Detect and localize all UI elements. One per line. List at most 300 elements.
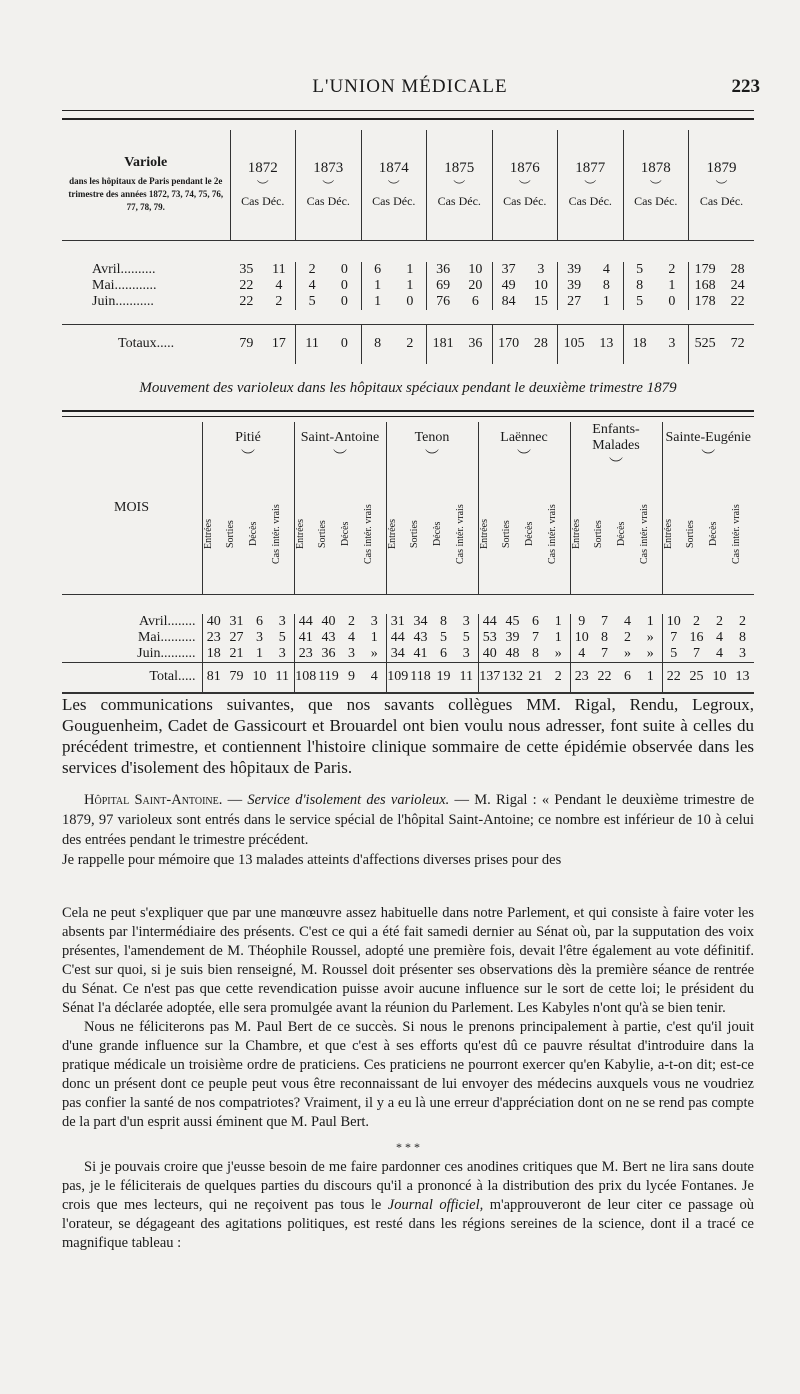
- table-cell: 5: [636, 294, 644, 309]
- paragraph-3-end: m'approuveront de leur citer ce passage où l'orateur, se dégageant des agitations politiques, est resté dans les régions sereines de la science, dont il a tracé ce magnifique tableau :: [62, 1197, 755, 1251]
- table-cell: 109: [386, 663, 409, 693]
- table-cell: 8: [601, 630, 608, 645]
- hospital-header-row: [62, 422, 754, 474]
- table-cell: [202, 594, 754, 614]
- table-cell: 5: [455, 630, 478, 646]
- cell-text: Sorties: [685, 519, 696, 548]
- table-cell: 2: [263, 294, 296, 310]
- table-cell: 2: [308, 262, 316, 277]
- table-cell: 40: [321, 614, 336, 629]
- intro-paragraph: Les communications suivantes, que nos savants collègues MM. Rigal, Rendu, Legroux, Gouguenheim, Cadet de Gassicourt et Brouardel ont bien voulu nous adresser, font suite à celles du précédent trimestre, et contiennent l'histoire clinique sommaire de cette épidémie observée dans les services d'isolement des hôpitaux de Paris.: [62, 695, 754, 777]
- variole-table: [62, 130, 754, 364]
- cell-text: Déc.: [524, 194, 547, 209]
- table-cell: [708, 474, 731, 594]
- cell-text: Sorties: [409, 519, 420, 548]
- cell-text: ︶: [333, 450, 347, 465]
- mouvement-row: [62, 646, 754, 663]
- variole-heading: Variole: [124, 155, 168, 171]
- table-cell: 10: [574, 630, 589, 645]
- page-number: 223: [731, 76, 760, 97]
- table-cell: 22: [662, 663, 685, 693]
- cell-text: ︶: [517, 450, 531, 465]
- table-cell: 35: [239, 262, 254, 277]
- table-cell: »: [547, 646, 570, 663]
- cell-text: Sorties: [225, 519, 236, 548]
- table-cell: 18: [202, 646, 225, 663]
- table-cell: 9: [578, 614, 586, 629]
- table-cell: 49: [501, 278, 516, 293]
- table-cell: [409, 474, 432, 594]
- cell-text: Saint-Antoine: [300, 430, 380, 445]
- table-cell: 10: [666, 614, 681, 629]
- table-cell: 2: [716, 614, 723, 629]
- table-cell: 5: [308, 294, 316, 309]
- total-label: Total.....: [62, 663, 202, 693]
- table-cell: 3: [656, 324, 689, 364]
- table-cell: 1: [639, 614, 662, 630]
- table-cell: 41: [413, 646, 428, 661]
- variole-year-1878: [623, 130, 689, 240]
- table-cell: 1: [363, 630, 386, 646]
- mouvement-row: [62, 614, 754, 630]
- table-cell: 1: [656, 278, 689, 294]
- table-cell: [685, 474, 708, 594]
- table-cell: 3: [455, 646, 478, 663]
- variole-header-row: [62, 130, 754, 240]
- cell-text: 1873: [313, 160, 344, 177]
- table-cell: 11: [296, 324, 329, 364]
- table-cell: 39: [567, 262, 582, 277]
- table-cell: 36: [321, 646, 336, 661]
- table-cell: 108: [294, 663, 317, 693]
- table-cell: [230, 240, 754, 262]
- cell-text: Déc.: [327, 194, 350, 209]
- hospital-enfants-malades: [570, 422, 662, 474]
- table-cell: 8: [532, 646, 539, 661]
- total-label: Totaux.....: [62, 324, 230, 364]
- table-cell: 1: [394, 262, 427, 278]
- cell-text: ︶: [715, 179, 728, 194]
- table2-caption: Mouvement des varioleux dans les hôpitaux spéciaux pendant le deuxième trimestre 1879: [139, 380, 677, 396]
- table-cell: [230, 310, 754, 324]
- table-cell: 22: [239, 278, 254, 293]
- table-cell: 170: [492, 324, 525, 364]
- table-cell: 1: [639, 663, 662, 693]
- table-cell: 28: [730, 262, 745, 277]
- cell-text: Cas intér. vrais: [455, 503, 466, 564]
- table-cell: [317, 474, 340, 594]
- table-cell: [731, 474, 754, 594]
- table-cell: 69: [436, 278, 451, 293]
- table-cell: [570, 474, 593, 594]
- table-cell: 0: [328, 294, 361, 310]
- variole-year-1874: [361, 130, 427, 240]
- table-cell: 178: [694, 294, 716, 309]
- table2-top-rule: [62, 410, 754, 412]
- table-cell: [340, 474, 363, 594]
- table-cell: 25: [685, 663, 708, 693]
- cell-text: 1877: [575, 160, 606, 177]
- variole-year-1875: [427, 130, 493, 240]
- table-cell: [62, 594, 202, 614]
- table-cell: 34: [413, 614, 428, 629]
- table-cell: 7: [532, 630, 539, 645]
- table-cell: 41: [298, 630, 313, 645]
- cell-text: Déc.: [458, 194, 481, 209]
- table-cell: 7: [601, 614, 608, 629]
- table-cell: [271, 474, 294, 594]
- table-cell: 2: [394, 324, 427, 364]
- variole-subheading: dans les hôpitaux de Paris pendant le 2e trimestre des années 1872, 73, 74, 75, 76, 77, 78, 79.: [68, 176, 224, 213]
- paragraph-3: [62, 1158, 754, 1253]
- variole-year-1872: [230, 130, 296, 240]
- table-cell: 3: [363, 614, 386, 630]
- table-cell: 2: [624, 630, 631, 645]
- table-cell: 10: [248, 663, 271, 693]
- table-cell: 11: [263, 262, 296, 278]
- table-cell: 2: [656, 262, 689, 278]
- table-cell: 1: [590, 294, 623, 310]
- variole-row: [62, 262, 754, 278]
- cell-text: Décès: [524, 521, 535, 546]
- paragraph-2: Nous ne féliciterons pas M. Paul Bert de ce succès. Si nous le prenons principalement à partie, c'est qu'il jouit d'une grande influence sur la Chambre, et que c'est à ses efforts qu'est dû ce pauvre résultat d'introduire dans la pratique médicale un troisième ordre de praticiens. Ces praticiens ne pourront exercer qu'en Kabylie, a-t-on dit; est-ce donc un présent dont ce peuple peut vous être reconnaissant de lui envoyer des médecins auxquels vous ne voudriez pas confier la santé de nos compatriotes? Vraiment, il y a eu là une erreur d'appréciation dont on ne se rend pas compte de la part d'un esprit aussi éminent que M. Paul Bert.: [62, 1019, 754, 1130]
- table-cell: 4: [348, 630, 355, 645]
- table-cell: 105: [558, 324, 591, 364]
- table-cell: [386, 474, 409, 594]
- table-cell: 20: [459, 278, 492, 294]
- table-cell: 6: [616, 663, 639, 693]
- cell-text: Sorties: [593, 519, 604, 548]
- table-cell: 4: [624, 614, 631, 629]
- cell-text: 1878: [640, 160, 671, 177]
- table-cell: [294, 474, 317, 594]
- table-cell: [62, 310, 230, 324]
- table-cell: 1: [547, 630, 570, 646]
- table-cell: 181: [427, 324, 460, 364]
- table-cell: 7: [601, 646, 608, 661]
- table-cell: 36: [459, 324, 492, 364]
- table-cell: 0: [394, 294, 427, 310]
- table-cell: 4: [308, 278, 316, 293]
- cell-text: ︶: [256, 179, 269, 194]
- table-cell: 40: [482, 646, 497, 661]
- table-cell: [593, 474, 616, 594]
- table-cell: 11: [455, 663, 478, 693]
- cell-text: Sorties: [501, 519, 512, 548]
- table-cell: 23: [202, 630, 225, 646]
- table-cell: 3: [348, 646, 355, 661]
- mois-header: MOIS: [62, 422, 202, 594]
- table-cell: 4: [590, 262, 623, 278]
- table-cell: 39: [567, 278, 582, 293]
- table-cell: 31: [390, 614, 405, 629]
- cell-text: 1872: [247, 160, 278, 177]
- table-cell: 44: [390, 630, 405, 645]
- table-cell: 3: [455, 614, 478, 630]
- table-cell: [432, 474, 455, 594]
- table-cell: [363, 474, 386, 594]
- table-cell: 6: [459, 294, 492, 310]
- row-label: Mai..........: [137, 630, 196, 645]
- table-cell: 0: [328, 278, 361, 294]
- cell-text: Déc.: [655, 194, 678, 209]
- table-cell: 119: [317, 663, 340, 693]
- cell-text: Cas intér. vrais: [271, 503, 282, 564]
- table-cell: 0: [328, 324, 361, 364]
- table-cell: 72: [721, 324, 754, 364]
- table-cell: 2: [693, 614, 700, 629]
- cell-text: Cas intér. vrais: [363, 503, 374, 564]
- table-cell: 525: [689, 324, 722, 364]
- cell-text: ︶: [609, 458, 623, 473]
- cell-text: Cas intér. vrais: [639, 503, 650, 564]
- table-cell: 17: [263, 324, 296, 364]
- table-cell: 6: [532, 614, 539, 629]
- hopital-name: Hôpital Saint-Antoine.: [84, 792, 223, 808]
- cell-text: [558, 194, 623, 209]
- cell-text: 1875: [444, 160, 475, 177]
- cell-text: ︶: [649, 179, 662, 194]
- table-cell: 8: [590, 278, 623, 294]
- cell-text: Cas: [372, 194, 391, 209]
- table-cell: 8: [361, 324, 394, 364]
- table-cell: [662, 474, 685, 594]
- cell-text: Cas: [503, 194, 522, 209]
- table-cell: »: [624, 646, 631, 661]
- cell-text: Cas: [306, 194, 325, 209]
- variole-heading-cell: [62, 130, 230, 240]
- cell-text: [231, 194, 296, 209]
- cell-text: Déc.: [589, 194, 612, 209]
- table-cell: »: [363, 646, 386, 663]
- table-cell: 44: [298, 614, 313, 629]
- mouvement-total-row: [62, 663, 754, 693]
- table-cell: 45: [505, 614, 520, 629]
- table-cell: 31: [229, 614, 244, 629]
- cell-text: [493, 194, 558, 209]
- variole-year-1879: [689, 130, 755, 240]
- table-cell: 7: [693, 646, 700, 661]
- variole-row: [62, 278, 754, 294]
- table-cell: [547, 474, 570, 594]
- table-cell: [225, 474, 248, 594]
- table-cell: 5: [440, 630, 447, 645]
- cell-text: Cas: [699, 194, 718, 209]
- table-cell: 10: [459, 262, 492, 278]
- header-rule: [62, 110, 754, 111]
- table-cell: 44: [482, 614, 497, 629]
- table-cell: 11: [271, 663, 294, 693]
- cell-text: Cas intér. vrais: [731, 503, 742, 564]
- table-cell: 19: [432, 663, 455, 693]
- table-cell: 81: [202, 663, 225, 693]
- cell-text: Entrées: [662, 518, 674, 549]
- table-cell: [62, 240, 230, 262]
- cell-text: 1874: [378, 160, 409, 177]
- table-cell: 79: [230, 324, 263, 364]
- cell-text: 1879: [706, 160, 737, 177]
- cell-text: Sainte-Eugénie: [665, 430, 752, 445]
- hospital-tenon: [386, 422, 478, 474]
- hospital-saint-antoine: [294, 422, 386, 474]
- table-cell: 1: [374, 278, 382, 293]
- table1-top-rule: [62, 118, 754, 120]
- cell-text: Cas intér. vrais: [547, 503, 558, 564]
- table-cell: 137: [478, 663, 501, 693]
- cell-text: ︶: [584, 179, 597, 194]
- row-label: Mai............: [92, 278, 157, 293]
- cell-text: Enfants-Malades: [592, 422, 640, 453]
- table-cell: 0: [656, 294, 689, 310]
- cell-text: Cas: [241, 194, 260, 209]
- table-cell: [616, 474, 639, 594]
- hopital-text1: — M. Rigal : « Pendant le deuxième trimestre de 1879, 97 varioleux sont entrés dans le service spécial de l'hôpital Saint-Antoine; ce nombre est inférieur de 10 à celui des entrées pendant le trimestre précédent.: [62, 792, 755, 848]
- hopital-paragraph: Hôpital Saint-Antoine. — Service d'isolement des varioleux. — M. Rigal : « Pendant le deuxième trimestre de 1879, 97 varioleux sont entrés dans le service spécial de l'hôpital Saint-Antoine; ce nombre est inférieur de 10 à celui des entrées pendant le trimestre précédent. Je rappelle pour mémoire que 13 malades atteints d'affections diverses prises pour des: [62, 792, 755, 868]
- table-cell: 168: [694, 278, 716, 293]
- cell-text: Laënnec: [500, 430, 548, 445]
- lower-section: [62, 904, 754, 1253]
- variole-year-1877: [558, 130, 624, 240]
- hospital-laennec: [478, 422, 570, 474]
- cell-text: 1876: [509, 160, 540, 177]
- table-cell: [248, 474, 271, 594]
- table-cell: 3: [271, 614, 294, 630]
- spacer-row: [62, 240, 754, 262]
- table-cell: 16: [689, 630, 704, 645]
- table-cell: 27: [229, 630, 244, 645]
- cell-text: Déc.: [720, 194, 744, 209]
- table-cell: 3: [271, 646, 294, 663]
- table-cell: 36: [436, 262, 451, 277]
- table-cell: 40: [202, 614, 225, 630]
- hospital-sainte-eugenie: [662, 422, 754, 474]
- hospital-pitie: [202, 422, 294, 474]
- table-cell: [455, 474, 478, 594]
- table-cell: 3: [256, 630, 263, 645]
- table-cell: 3: [739, 646, 746, 661]
- table-cell: 34: [390, 646, 405, 661]
- cell-text: Entrées: [570, 518, 582, 549]
- cell-text: Entrées: [478, 518, 490, 549]
- cell-text: Déc.: [393, 194, 416, 209]
- variole-row: [62, 294, 754, 310]
- table-cell: 1: [394, 278, 427, 294]
- table-cell: 43: [413, 630, 428, 645]
- table-cell: 15: [525, 294, 558, 310]
- table-cell: 5: [636, 262, 644, 277]
- cell-text: [689, 194, 754, 209]
- table-cell: 8: [636, 278, 644, 293]
- table-cell: 24: [730, 278, 745, 293]
- table-cell: 4: [363, 663, 386, 693]
- table-cell: 6: [440, 646, 447, 661]
- table-cell: 13: [731, 663, 754, 693]
- row-label: Juin...........: [92, 294, 154, 309]
- cell-text: Décès: [340, 521, 351, 546]
- table-cell: 1: [374, 294, 382, 309]
- table-cell: 4: [263, 278, 296, 294]
- table-cell: 0: [328, 262, 361, 278]
- table-cell: [639, 474, 662, 594]
- cell-text: Entrées: [202, 518, 214, 549]
- table-cell: 5: [670, 646, 678, 661]
- table-cell: [478, 474, 501, 594]
- table-cell: 2: [547, 663, 570, 693]
- hopital-service: Service d'isolement des varioleux.: [247, 792, 450, 808]
- table-cell: 27: [567, 294, 582, 309]
- table-cell: 43: [321, 630, 336, 645]
- cell-text: ︶: [518, 179, 531, 194]
- table-cell: 37: [501, 262, 516, 277]
- table-cell: 13: [590, 324, 623, 364]
- running-header: [60, 76, 760, 102]
- cell-text: ︶: [322, 179, 335, 194]
- cell-text: Décès: [248, 521, 259, 546]
- spacer-row: [62, 310, 754, 324]
- cell-text: ︶: [425, 450, 439, 465]
- cell-text: [362, 194, 427, 209]
- cell-text: Décès: [432, 521, 443, 546]
- table-cell: 79: [225, 663, 248, 693]
- table-cell: 4: [716, 646, 723, 661]
- table-cell: 23: [298, 646, 313, 661]
- variole-year-1873: [296, 130, 362, 240]
- cell-text: Cas: [437, 194, 456, 209]
- table-cell: 18: [623, 324, 656, 364]
- paragraph-1: Cela ne peut s'expliquer que par une manœuvre assez habituelle dans notre Parlement, et qui consiste à faire voter les absents par l'intermédiaire des présents. C'est ce qui a été fait samedi dernier au Sénat où, par la supputation des voix présentes, l'amendement de M. Théophile Roussel, adopté une première fois, devait l'être également au vote définitif. C'est sur quoi, si je suis bien renseigné, M. Roussel doit présenter ses observations dès la première séance de rentrée du Sénat. Ce n'est pas que cette revendication puisse avoir aucune influence sur le sort de cette loi; le président du Sénat l'a déclarée adoptée, elle sera promulgée avant la réunion du Parlement. Les Kabyles n'ont qu'à se bien tenir.: [62, 905, 754, 1016]
- table-cell: 21: [229, 646, 244, 661]
- table-cell: 2: [348, 614, 355, 629]
- table-cell: 8: [739, 630, 746, 645]
- table-cell: 22: [593, 663, 616, 693]
- table-cell: 118: [409, 663, 432, 693]
- variole-total-row: [62, 324, 754, 364]
- table-cell: 2: [739, 614, 746, 629]
- row-label: Avril........: [138, 614, 196, 629]
- table-cell: 21: [524, 663, 547, 693]
- mouvement-row: [62, 630, 754, 646]
- table-cell: 6: [374, 262, 382, 277]
- table-cell: 53: [482, 630, 497, 645]
- table-cell: 5: [271, 630, 294, 646]
- journal-officiel: Journal officiel,: [387, 1197, 484, 1213]
- cell-text: [296, 194, 361, 209]
- table-cell: 22: [239, 294, 254, 309]
- table-cell: »: [639, 646, 662, 663]
- cell-text: Pitié: [235, 430, 261, 445]
- cell-text: ︶: [453, 179, 466, 194]
- cell-text: Sorties: [317, 519, 328, 548]
- cell-text: ︶: [387, 179, 400, 194]
- row-label: Avril..........: [92, 262, 156, 277]
- table-cell: 3: [525, 262, 558, 278]
- table-cell: 9: [340, 663, 363, 693]
- cell-text: Entrées: [386, 518, 398, 549]
- cell-text: Cas: [634, 194, 653, 209]
- table-cell: 4: [578, 646, 586, 661]
- cell-text: Cas: [568, 194, 587, 209]
- cell-text: Déc.: [262, 194, 285, 209]
- table-cell: 10: [708, 663, 731, 693]
- table-cell: 76: [436, 294, 451, 309]
- table-cell: 179: [694, 262, 716, 277]
- journal-title: L'UNION MÉDICALE: [312, 76, 508, 97]
- table2-top-rule-thin: [62, 416, 754, 417]
- table-cell: 8: [440, 614, 447, 629]
- table-cell: 4: [716, 630, 723, 645]
- table-cell: 10: [525, 278, 558, 294]
- table-cell: 84: [501, 294, 516, 309]
